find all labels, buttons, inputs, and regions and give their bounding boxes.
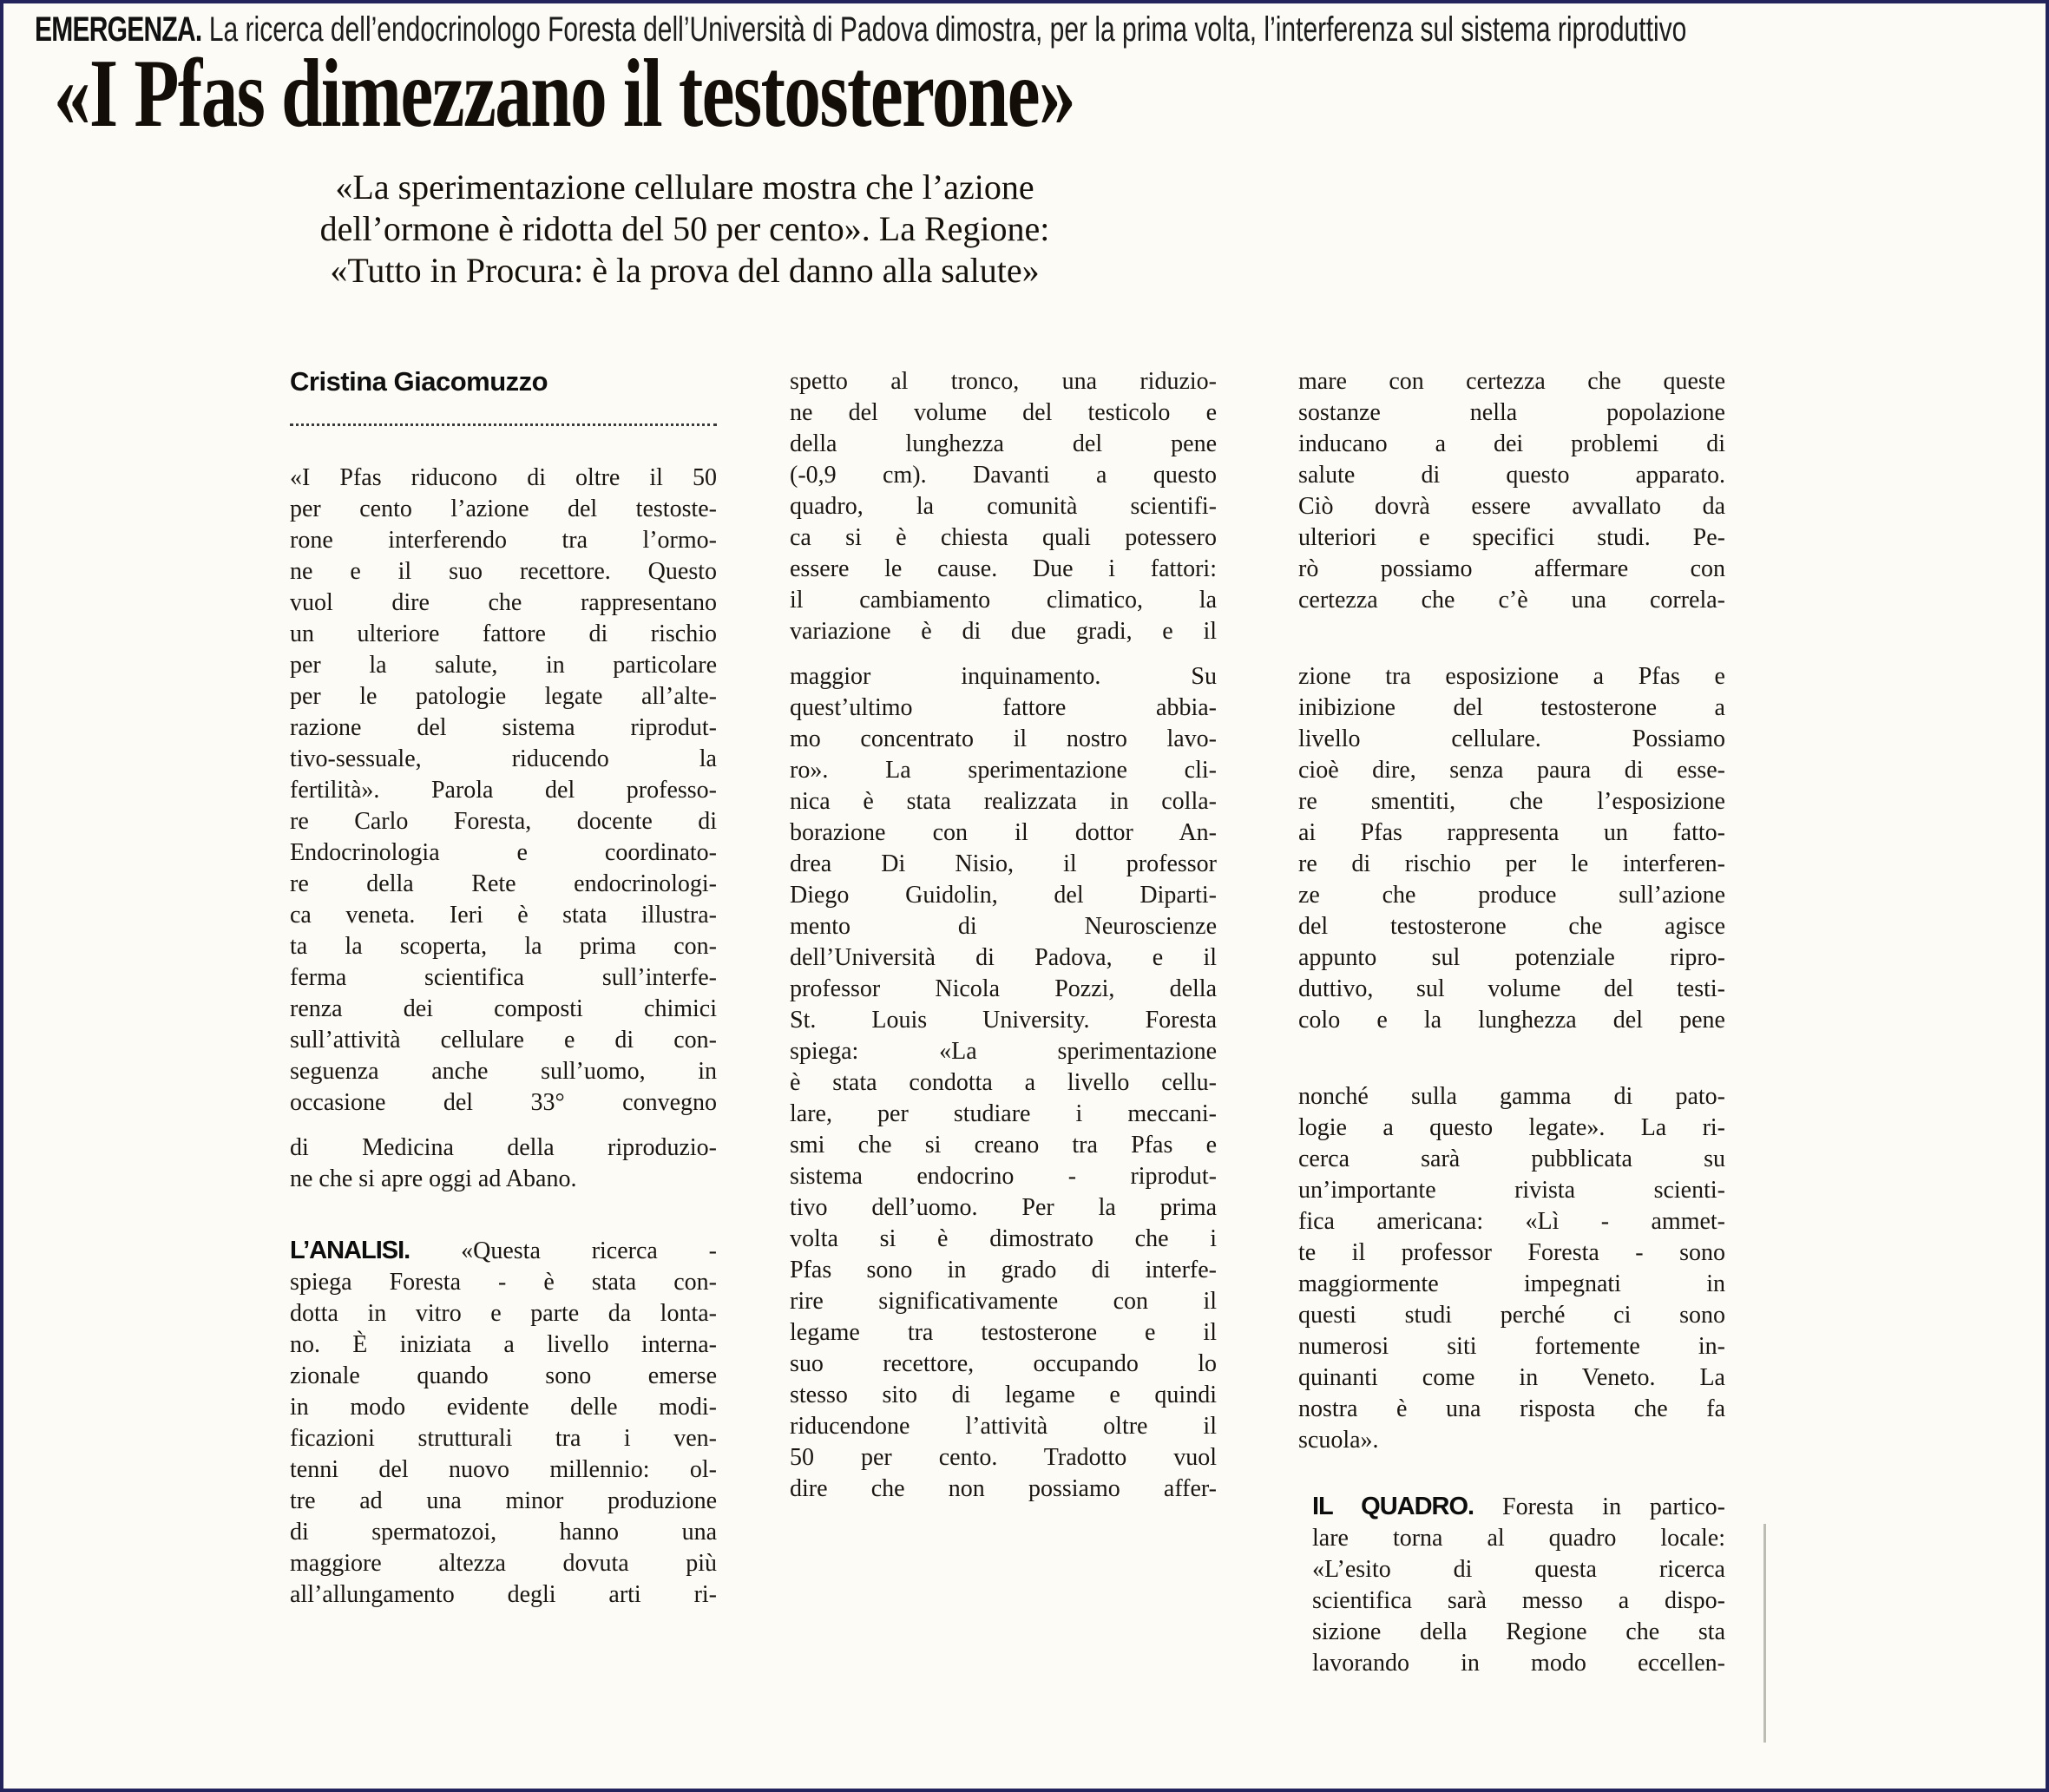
body-line: maggiore altezza dovuta più: [290, 1550, 717, 1577]
column-divider-rule: [1763, 1524, 1766, 1743]
body-line: zionale quando sono emerse: [290, 1362, 717, 1389]
body-line: «I Pfas riducono di oltre il 50: [290, 464, 717, 491]
body-line: zione tra esposizione a Pfas e: [1298, 663, 1725, 690]
body-line: renza dei composti chimici: [290, 995, 717, 1022]
body-line: Endocrinologia e coordinato-: [290, 839, 717, 866]
body-line: dire che non possiamo affer-: [790, 1475, 1217, 1502]
body-line: quest’ultimo fattore abbia-: [790, 694, 1217, 721]
body-line: mare con certezza che queste: [1298, 368, 1725, 395]
body-line: razione del sistema riprodut-: [290, 714, 717, 741]
body-line: spiega Foresta - è stata con-: [290, 1269, 717, 1296]
deck-line-3: «Tutto in Procura: è la prova del danno alla salute»: [330, 251, 1040, 290]
body-line: maggior inquinamento. Su: [790, 663, 1217, 690]
body-line: sull’attività cellulare e di con-: [290, 1027, 717, 1054]
body-line: variazione è di due gradi, e il: [790, 618, 1217, 645]
body-line: della lunghezza del pene: [790, 430, 1217, 457]
body-line: per la salute, in particolare: [290, 652, 717, 679]
paragraph: [1298, 661, 1725, 1036]
body-line: vuol dire che rappresentano: [290, 589, 717, 616]
body-line: appunto sul potenziale ripro-: [1298, 944, 1725, 971]
body-line: in modo evidente delle modi-: [290, 1394, 717, 1421]
body-line: ze che produce sull’azione: [1298, 882, 1725, 909]
body-line: logie a questo legate». La ri-: [1298, 1114, 1725, 1141]
body-line: livello cellulare. Possiamo: [1298, 725, 1725, 752]
body-line: tivo-sessuale, riducendo la: [290, 745, 717, 772]
body-line: re di rischio per le interferen-: [1298, 850, 1725, 877]
body-line: dotta in vitro e parte da lonta-: [290, 1300, 717, 1327]
body-line: del testosterone che agisce: [1298, 913, 1725, 940]
body-line: rò possiamo affermare con: [1298, 555, 1725, 582]
body-line: smi che si creano tra Pfas e: [790, 1132, 1217, 1159]
deck-line-1: «La sperimentazione cellulare mostra che l’azione: [335, 167, 1034, 207]
body-line: spiega: «La sperimentazione: [790, 1038, 1217, 1065]
body-line: essere le cause. Due i fattori:: [790, 555, 1217, 582]
body-line: ficazioni strutturali tra i ven-: [290, 1425, 717, 1452]
body-line: quadro, la comunità scientifi-: [790, 493, 1217, 520]
body-line: di spermatozoi, hanno una: [290, 1519, 717, 1546]
body-line: St. Louis University. Foresta: [790, 1007, 1217, 1034]
body-line: te il professor Foresta - sono: [1298, 1239, 1725, 1266]
article-column-3: [1298, 366, 1725, 1679]
body-line: all’allungamento degli arti ri-: [290, 1581, 717, 1608]
kicker-text: La ricerca dell’endocrinologo Foresta dell’Università di Padova dimostra, per la prima volta, l’interferenza sul sistema riproduttivo: [201, 10, 1687, 49]
deck-line-2: dell’ormone è ridotta del 50 per cento». La Regione:: [319, 209, 1050, 248]
body-line: Ciò dovrà essere avvallato da: [1298, 493, 1725, 520]
body-line: re smentiti, che l’esposizione: [1298, 788, 1725, 815]
body-line: riducendone l’attività oltre il: [790, 1413, 1217, 1440]
body-line: volta si è dimostrato che i: [790, 1225, 1217, 1252]
body-line: certezza che c’è una correla-: [1298, 587, 1725, 614]
body-line: borazione con il dottor An-: [790, 819, 1217, 846]
body-line: inibizione del testosterone a: [1298, 694, 1725, 721]
body-line: ta la scoperta, la prima con-: [290, 933, 717, 960]
body-line: salute di questo apparato.: [1298, 462, 1725, 489]
body-line: un ulteriore fattore di rischio: [290, 620, 717, 647]
body-line: lare torna al quadro locale:: [1312, 1525, 1725, 1552]
body-line: tenni del nuovo millennio: ol-: [290, 1456, 717, 1483]
body-line: maggiormente impegnati in: [1298, 1270, 1725, 1297]
body-line: suo recettore, occupando lo: [790, 1350, 1217, 1377]
body-line: ai Pfas rappresenta un fatto-: [1298, 819, 1725, 846]
body-line: ne e il suo recettore. Questo: [290, 558, 717, 585]
body-line: lavorando in modo eccellen-: [1312, 1650, 1725, 1677]
byline-dotted-rule: [290, 423, 717, 426]
body-line: per le patologie legate all’alte-: [290, 683, 717, 710]
body-line: ne che si apre oggi ad Abano.: [290, 1165, 577, 1192]
body-line: occasione del 33° convegno: [290, 1089, 717, 1116]
body-line: per cento l’azione del testoste-: [290, 496, 717, 522]
body-line: rire significativamente con il: [790, 1288, 1217, 1315]
body-line: rone interferendo tra l’ormo-: [290, 527, 717, 554]
body-line: 50 per cento. Tradotto vuol: [790, 1444, 1217, 1471]
body-line: tivo dell’uomo. Per la prima: [790, 1194, 1217, 1221]
body-line: fica americana: «Lì - ammet-: [1298, 1208, 1725, 1235]
paragraph: [790, 366, 1217, 647]
body-line: professor Nicola Pozzi, della: [790, 975, 1217, 1002]
body-line: no. È iniziata a livello interna-: [290, 1331, 717, 1358]
body-line: ferma scientifica sull’interfe-: [290, 964, 717, 991]
byline: Cristina Giacomuzzo: [290, 366, 548, 397]
body-line: fertilità». Parola del professo-: [290, 777, 717, 804]
paragraph: [1298, 366, 1725, 616]
body-line: nonché sulla gamma di pato-: [1298, 1083, 1725, 1110]
body-line: dell’Università di Padova, e il: [790, 944, 1217, 971]
body-line: sizione della Regione che sta: [1312, 1618, 1725, 1645]
body-line: IL QUADRO. Foresta in partico-: [1312, 1493, 1725, 1520]
kicker-label: EMERGENZA.: [35, 10, 202, 49]
body-line: (-0,9 cm). Davanti a questo: [790, 462, 1217, 489]
body-line: numerosi siti fortemente in-: [1298, 1333, 1725, 1360]
body-line: questi studi perché ci sono: [1298, 1302, 1725, 1329]
body-line: il cambiamento climatico, la: [790, 587, 1217, 614]
body-line: Pfas sono in grado di interfe-: [790, 1257, 1217, 1283]
body-line: re Carlo Foresta, docente di: [290, 808, 717, 835]
article-column-1: [290, 366, 717, 1611]
body-line: nostra è una risposta che fa: [1298, 1395, 1725, 1422]
deck: [3, 167, 1366, 292]
headline: «I Pfas dimezzano il testosterone»: [54, 40, 1075, 148]
paragraph: [1298, 1081, 1725, 1456]
body-line: tre ad una minor produzione: [290, 1487, 717, 1514]
body-line: ca si è chiesta quali potessero: [790, 524, 1217, 551]
body-line: sostanze nella popolazione: [1298, 399, 1725, 426]
body-line: mento di Neuroscienze: [790, 913, 1217, 940]
body-line: stesso sito di legame e quindi: [790, 1382, 1217, 1408]
paragraph: [290, 463, 717, 1119]
body-line: colo e la lunghezza del pene: [1298, 1007, 1725, 1034]
body-line: duttivo, sul volume del testi-: [1298, 975, 1725, 1002]
body-line: drea Di Nisio, il professor: [790, 850, 1217, 877]
body-line: scientifica sarà messo a dispo-: [1312, 1587, 1725, 1614]
body-line: sistema endocrino - riprodut-: [790, 1163, 1217, 1190]
article-column-2: [790, 366, 1217, 1505]
body-line: ro». La sperimentazione cli-: [790, 757, 1217, 784]
body-line: re della Rete endocrinologi-: [290, 870, 717, 897]
body-line: cerca sarà pubblicata su: [1298, 1145, 1725, 1172]
body-line: di Medicina della riproduzio-: [290, 1134, 717, 1161]
labeled-paragraph: [1298, 1491, 1725, 1679]
body-line: quinanti come in Veneto. La: [1298, 1364, 1725, 1391]
body-line: ne del volume del testicolo e: [790, 399, 1217, 426]
body-line: legame tra testosterone e il: [790, 1319, 1217, 1346]
body-line: seguenza anche sull’uomo, in: [290, 1058, 717, 1085]
paragraph: [290, 1132, 717, 1195]
section-label: IL QUADRO.: [1312, 1493, 1503, 1520]
body-line: L’ANALISI. «Questa ricerca -: [290, 1237, 717, 1264]
labeled-paragraph: [290, 1235, 717, 1611]
body-line: «L’esito di questa ricerca: [1312, 1556, 1725, 1583]
body-line: è stata condotta a livello cellu-: [790, 1069, 1217, 1096]
body-line: nica è stata realizzata in colla-: [790, 788, 1217, 815]
paragraph: [790, 661, 1217, 1505]
body-line: ulteriori e specifici studi. Pe-: [1298, 524, 1725, 551]
body-line: Diego Guidolin, del Diparti-: [790, 882, 1217, 909]
body-line: spetto al tronco, una riduzio-: [790, 368, 1217, 395]
body-line: mo concentrato il nostro lavo-: [790, 725, 1217, 752]
body-line: un’importante rivista scienti-: [1298, 1177, 1725, 1204]
body-line: inducano a dei problemi di: [1298, 430, 1725, 457]
body-line: lare, per studiare i meccani-: [790, 1100, 1217, 1127]
section-label: L’ANALISI.: [290, 1237, 462, 1264]
body-line: scuola».: [1298, 1427, 1379, 1454]
body-line: ca veneta. Ieri è stata illustra-: [290, 902, 717, 929]
body-line: cioè dire, senza paura di esse-: [1298, 757, 1725, 784]
